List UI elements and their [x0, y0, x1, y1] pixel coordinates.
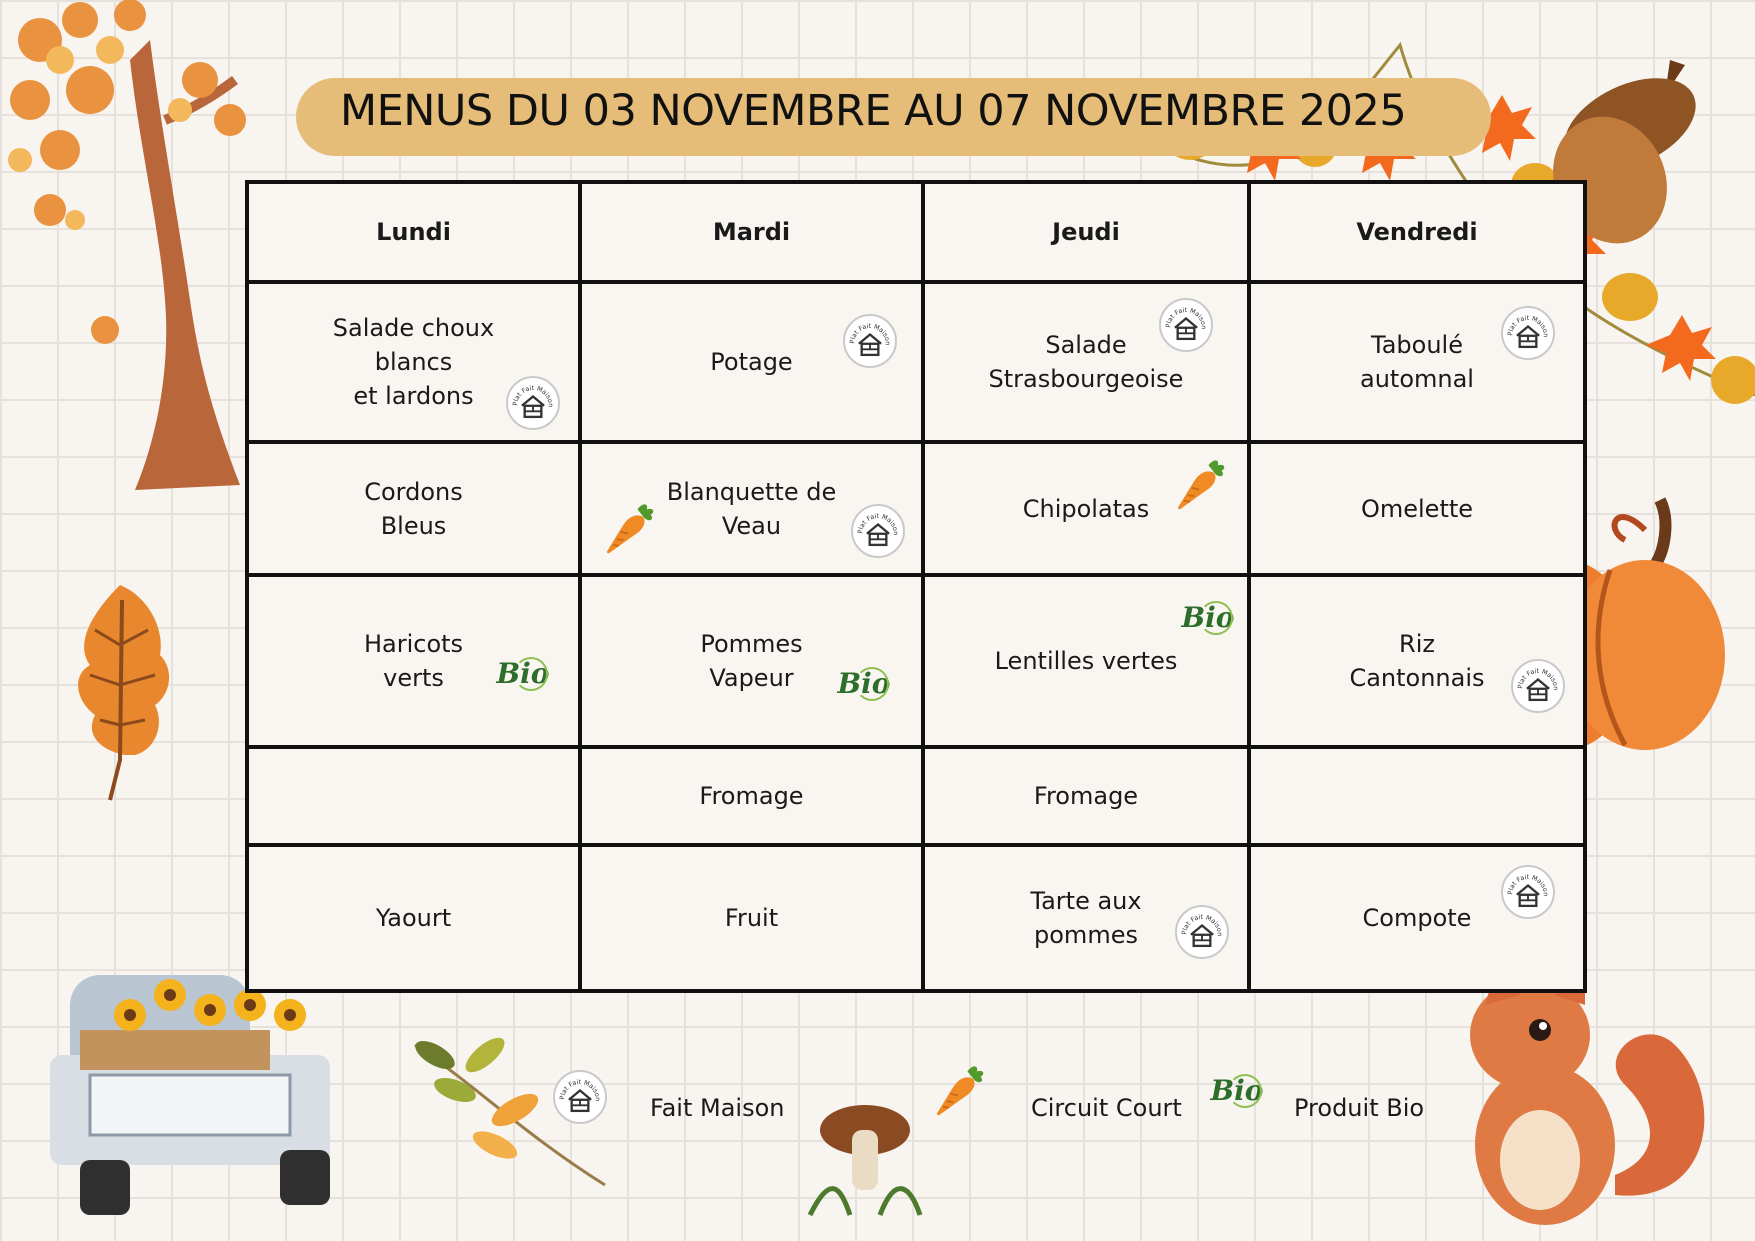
- carrot-icon: [932, 1062, 988, 1118]
- menu-cell: [247, 442, 580, 575]
- menu-cell: [247, 845, 580, 991]
- dish-name: Salade choux blancs et lardons: [332, 314, 495, 410]
- table-row: [247, 575, 1585, 747]
- page-title: MENUS DU 03 NOVEMBRE AU 07 NOVEMBRE 2025: [340, 86, 1407, 136]
- fait-maison-badge-icon: [851, 504, 905, 558]
- dish-name: Fromage: [699, 782, 804, 810]
- fait-maison-badge-icon: [843, 314, 897, 368]
- menu-cell: [1249, 442, 1585, 575]
- svg-text:Plat Fait Maison: Plat Fait Maison: [1516, 667, 1560, 691]
- day-header-mardi: Mardi: [580, 182, 923, 282]
- menu-cell: [1249, 747, 1585, 845]
- dish-name: Yaourt: [375, 904, 452, 932]
- menu-cell: [923, 575, 1249, 747]
- fait-maison-badge-icon: [506, 376, 560, 430]
- day-header-vendredi: Vendredi: [1249, 182, 1585, 282]
- svg-text:Plat Fait Maison: Plat Fait Maison: [856, 512, 900, 536]
- dish-name: Fromage: [1033, 782, 1139, 810]
- bio-label-icon: Bio: [837, 657, 891, 711]
- fait-maison-badge-icon: [1159, 298, 1213, 352]
- day-header-jeudi: Jeudi: [923, 182, 1249, 282]
- svg-text:Plat Fait Maison: Plat Fait Maison: [1164, 306, 1208, 330]
- table-row: [247, 282, 1585, 442]
- table-row: [247, 442, 1585, 575]
- dish-name: Pommes Vapeur: [700, 630, 803, 692]
- fait-maison-badge-icon: [1511, 659, 1565, 713]
- carrot-icon: [602, 500, 658, 556]
- table-row: [247, 747, 1585, 845]
- bio-label-icon: Bio: [496, 647, 550, 701]
- menu-cell: [580, 282, 923, 442]
- dish-name: Salade Strasbourgeoise: [988, 331, 1184, 393]
- autumn-tree-illustration: [0, 0, 280, 500]
- svg-text:Plat Fait Maison: Plat Fait Maison: [1180, 913, 1224, 937]
- menu-cell: [247, 282, 580, 442]
- svg-text:Plat Fait Maison: Plat Fait Maison: [511, 384, 555, 408]
- header-row: [247, 182, 1585, 282]
- menu-cell: [923, 845, 1249, 991]
- fait-maison-badge-icon: [553, 1070, 607, 1124]
- dish-name: Blanquette de Veau: [666, 477, 837, 540]
- dish-name: Tarte aux pommes: [1030, 887, 1142, 949]
- menu-cell: [923, 282, 1249, 442]
- table-row: [247, 845, 1585, 991]
- menu-cell: [1249, 845, 1585, 991]
- bio-label-icon: Bio: [1210, 1064, 1264, 1118]
- menu-cell: [580, 845, 923, 991]
- day-header-lundi: Lundi: [247, 182, 580, 282]
- dish-name: Cordons Bleus: [364, 477, 463, 540]
- menu-table: [245, 180, 1587, 993]
- menu-cell: [247, 747, 580, 845]
- dish-name: Omelette: [1360, 494, 1474, 523]
- menu-cell: [580, 747, 923, 845]
- mushroom-illustration: [800, 1085, 930, 1225]
- menu-cell: [247, 575, 580, 747]
- dish-name: Chipolatas: [1022, 494, 1150, 523]
- fait-maison-badge-icon: [1501, 865, 1555, 919]
- dish-name: Fruit: [724, 904, 779, 932]
- legend-circuit-court: Circuit Court: [1031, 1094, 1182, 1122]
- dish-name: Potage: [710, 348, 793, 376]
- oak-leaf-illustration: [60, 575, 190, 805]
- carrot-icon: [1173, 456, 1229, 512]
- menu-cell: [923, 747, 1249, 845]
- dish-name: Haricots verts: [363, 630, 464, 692]
- menu-cell: [923, 442, 1249, 575]
- svg-text:Plat Fait Maison: Plat Fait Maison: [1506, 314, 1550, 338]
- fait-maison-badge-icon: [1175, 905, 1229, 959]
- fait-maison-badge-icon: [1501, 306, 1555, 360]
- menu-cell: [1249, 282, 1585, 442]
- dish-name: Lentilles vertes: [994, 647, 1178, 675]
- menu-cell: [1249, 575, 1585, 747]
- menu-cell: [580, 575, 923, 747]
- legend-produit-bio: Produit Bio: [1294, 1094, 1425, 1122]
- dish-name: Riz Cantonnais: [1349, 630, 1485, 692]
- svg-text:Plat Fait Maison: Plat Fait Maison: [848, 322, 892, 346]
- dish-name: Taboulé automnal: [1360, 331, 1474, 393]
- svg-text:Plat Fait Maison: Plat Fait Maison: [558, 1078, 602, 1102]
- svg-text:Plat Fait Maison: Plat Fait Maison: [1506, 873, 1550, 897]
- bio-label-icon: Bio: [1181, 591, 1235, 645]
- menu-cell: [580, 442, 923, 575]
- legend-fait-maison: Fait Maison: [650, 1094, 785, 1122]
- dish-name: Compote: [1362, 904, 1472, 932]
